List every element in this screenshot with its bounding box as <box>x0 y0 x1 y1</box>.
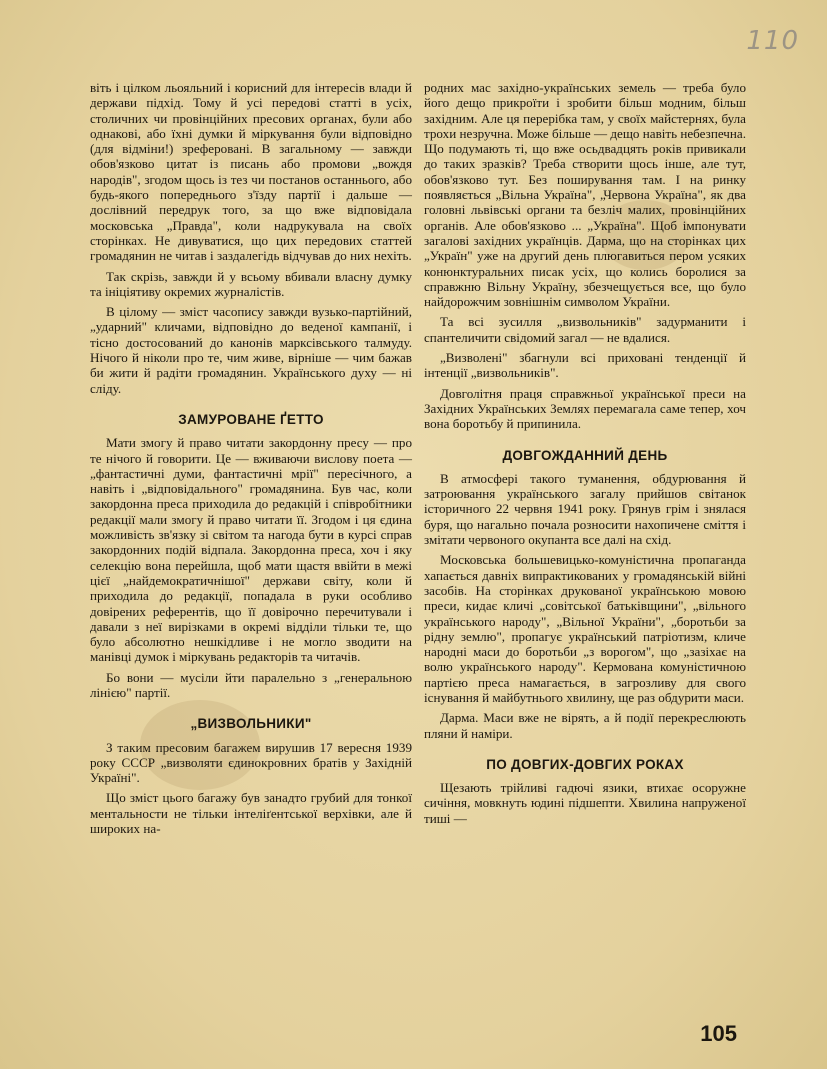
left-column <box>90 80 412 841</box>
paragraph: „Визволені" збагнули всі приховані тенденції й інтенції „визвольників". <box>424 350 746 381</box>
section-heading: ПО ДОВГИХ-ДОВГИХ РОКАХ <box>486 756 684 772</box>
paragraph: Так скрізь, завжди й у всьому вбивали власну думку та ініціятиву окремих журналістів. <box>90 268 412 299</box>
paragraph: Довголітня праця справжньої української преси на Західних Українських Землях перемагала саме тепер, хоч вона боротьбу й припинила. <box>424 385 746 432</box>
paragraph: Московська большевицько-комуністична пропаганда хапається давніх випрактикованих у громадянській війні засобів. На сторінках друкованої українською мовою преси, кидає кличі „совітської батьківщини", „вільного українського народу", „Вільної України", „боротьби за рідну землю", пропагує український патріотизм, кличе народні маси до боротьби „з ворогом", що „зазіхає на волю українського народу". Кермована комуністичною партією преса намагається, в загрозливу для свого існування й майбутнього хвилину, ще раз обдурити маси. <box>424 552 746 705</box>
paragraph: В цілому — зміст часопису завжди вузько-партійний, „ударний" кличами, відповідно до веденої кампанії, і тісно достосований до канонів марксівського талмуду. Нічого й ніколи про те, чим живе, вірніше — чим бажав би жити й радіти громадянин. Українського духу — ні сліду. <box>90 304 412 396</box>
paragraph: Що зміст цього багажу був занадто грубий для тонкої ментальности не тільки інтеліґентської верхівки, але й широких на- <box>90 790 412 837</box>
section-heading: ДОВГОЖДАННИЙ ДЕНЬ <box>502 447 668 463</box>
right-column <box>424 80 746 831</box>
page-number: 105 <box>700 1021 737 1046</box>
section-heading: „ВИЗВОЛЬНИКИ" <box>190 716 312 732</box>
paragraph: родних мас західно-українських земель — треба було його дещо прикроїти і зробити більш модним, більш західним. Але ця перерібка там, у своїх майстернях, була трохи незручна. Може більше — дещо навіть небезпечна. Що подумають ті, що вже осьдвадцять років привикали до таких зразків? Треба створити щось інше, але тут, обов'язково тут. Без поширування там. І на ринку появляється „Вільна Україна", „Червона Україна", як два головні львівські органи та безліч малих, провінційних органів. Але обов'язково ... „Україна". Щоб імпонувати загалові західних українців. Дарма, що на сторінках цих „Україн" уже на другий день плюгавиться пером усяких конюнктуральних писак усіх, що колись боролися за справжню Вільну Україну, збезчещується все, що було найдорожчим зовнішнім символом України. <box>424 80 746 310</box>
paragraph: В атмосфері такого туманення, обдурювання й затроювання українського загалу прийшов світанок історичного 22 червня 1941 року. Грянув грім і знялася буря, що нагально почала розносити нахопичене сміття і змітати червоного окупанта все далі на схід. <box>424 470 746 548</box>
paragraph: Дарма. Маси вже не вірять, а й події перекреслюють пляни й наміри. <box>424 710 746 741</box>
paragraph: Мати змогу й право читати закордонну пресу — про те нічого й говорити. Це — вживаючи вислову поета — „фантастичні думи, фантастичні мрії" пересічного, а навіть і „відповідального" громадянина. Був час, коли закордонна преса приходила до редакцій і співробітники редакції мали змогу й право читати її. Згодом і ця єдина можливість зв'язку зі світом та нагода бути в курсі справ закордонних подій відпала. Закордонна преса, хоч і яку селекцію вона перейшла, щоб мати щастя ввійти в межі цієї „найдемократичнішої" держави світу, коли й приходила до редакції, попадала в руки особливо довірених референтів, що її довірочно перечитували і давали з неї вирізками в окремі відділи тільки те, що було абсолютно нешкідливе і не могло зводити на манівці думок і міркувань редакторів та читачів. <box>90 435 412 665</box>
section-heading: ЗАМУРОВАНЕ ҐЕТТО <box>178 411 324 427</box>
paragraph: Щезають трійливі гадючі язики, втихає осоружне сичіння, мовкнуть юдині підшепти. Хвилина напруженої тиші — <box>424 780 746 826</box>
paragraph: віть і цілком льояльний і корисний для інтересів влади й держави підхід. Тому й усі передові статті в усіх, столичних чи провінційних пресових органах, були або однакові, або їхні думки й міркування були відповідно (для відміни!) зреферовані. В загальному — завжди обов'язково цитат із писань або промови „вождя народів", згодом щось із тез чи постанов останнього, або будь-якого попереднього з'їзду партії і дальше — дослівний передрук того, за що вже відповідала московська „Правда", коли надрукувала на своїх сторінках. Не дивуватися, що цих передових статтей громадянин не читав і заздалегідь відчував до них нехіть. <box>90 80 412 264</box>
paragraph: З таким пресовим багажем вирушив 17 вересня 1939 року СССР „визволяти єдинокровних братів у Західній Україні". <box>90 739 412 786</box>
handwritten-page-number: 110 <box>746 26 799 56</box>
paragraph: Бо вони — мусіли йти паралельно з „генеральною лінією" партії. <box>90 669 412 700</box>
paragraph: Та всі зусилля „визвольників" задурманити і спантеличити свідомий загал — не вдалися. <box>424 314 746 345</box>
